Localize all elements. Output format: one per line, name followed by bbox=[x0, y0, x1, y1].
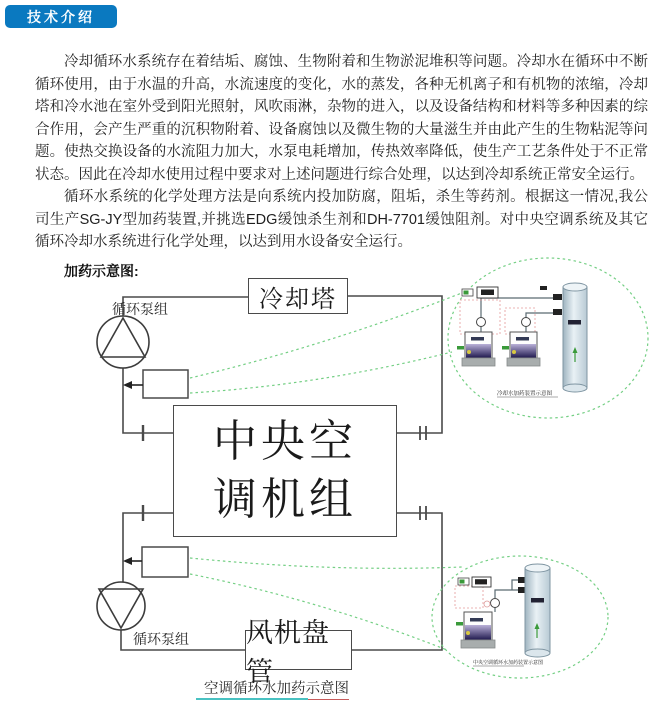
paragraph-2: 循环水系统的化学处理方法是向系统内投加防腐，阻垢，杀生等药剂。根据这一情况,我公司生产SG-JY型加药装置,并挑选EDG缓蚀杀生剂和DH-7701缓蚀阻剂。对中央空调系统及其它循环冷却水系统进行化学处理，以达到用水设备安全运行。 bbox=[35, 189, 648, 250]
pump-bottom-icon bbox=[97, 582, 145, 630]
cooling-tower-box: 冷却塔 bbox=[248, 278, 348, 314]
water-pipe-icon bbox=[563, 283, 587, 392]
pump-top-icon bbox=[97, 316, 149, 368]
diagram-caption: 空调循环水加药示意图 bbox=[204, 677, 349, 700]
pump-top-label: 循环泵组 bbox=[112, 303, 168, 318]
central-ac-unit-label-line1: 中央空 bbox=[213, 417, 357, 466]
inset-top-caption: 冷却水加药装置示意图 bbox=[497, 391, 553, 397]
dosing-unit-inset-top bbox=[457, 283, 587, 397]
controller-box-icon bbox=[462, 287, 498, 298]
fan-coil-box: 风机盘管 bbox=[245, 630, 352, 670]
diagram-title: 加药示意图: bbox=[64, 263, 139, 279]
pump-bottom-label: 循环泵组 bbox=[133, 633, 189, 648]
central-ac-unit-box bbox=[173, 405, 397, 537]
inset-bottom-caption: 中央空调循环水加药装置示意图 bbox=[473, 661, 544, 666]
arrow-left-icon bbox=[123, 381, 132, 389]
arrow-left-icon bbox=[123, 557, 132, 565]
section-header-badge: 技术介绍 bbox=[5, 5, 117, 28]
callout-circle-bottom bbox=[432, 556, 608, 678]
chemical-tank-icon bbox=[502, 332, 540, 366]
controller-box-icon bbox=[458, 577, 491, 587]
dosing-box-top bbox=[123, 370, 188, 398]
chemical-tank-icon bbox=[457, 332, 495, 366]
caption-rule bbox=[196, 698, 308, 700]
chemical-tank-icon bbox=[456, 612, 495, 648]
central-ac-unit-label-line2: 调机组 bbox=[213, 475, 357, 524]
paragraph-1: 冷却循环水系统存在着结垢、腐蚀、生物附着和生物淤泥堆积等问题。冷却水在循环中不断循环使用，由于水温的升高，水流速度的变化，水的蒸发，各种无机离子和有机物的浓缩，冷却塔和冷水池在室外受到阳光照射，风吹雨淋，杂物的进入，以及设备结构和材料等多种因素的综合作用，会产生严重的沉积物附着、设备腐蚀以及微生物的大量滋生并由此产生的生物粘泥等问题。使热交换设备的水流阻力加大，水泵电耗增加，传热效率降低，使生产工艺条件处于不正常状态。因此在冷却水使用过程中要求对上述问题进行综合处理，以达到冷却系统正常安全运行。 bbox=[35, 54, 648, 183]
water-pipe-icon bbox=[525, 564, 550, 657]
dosing-unit-inset-bottom bbox=[455, 564, 550, 666]
dosing-box-bottom bbox=[123, 547, 188, 577]
